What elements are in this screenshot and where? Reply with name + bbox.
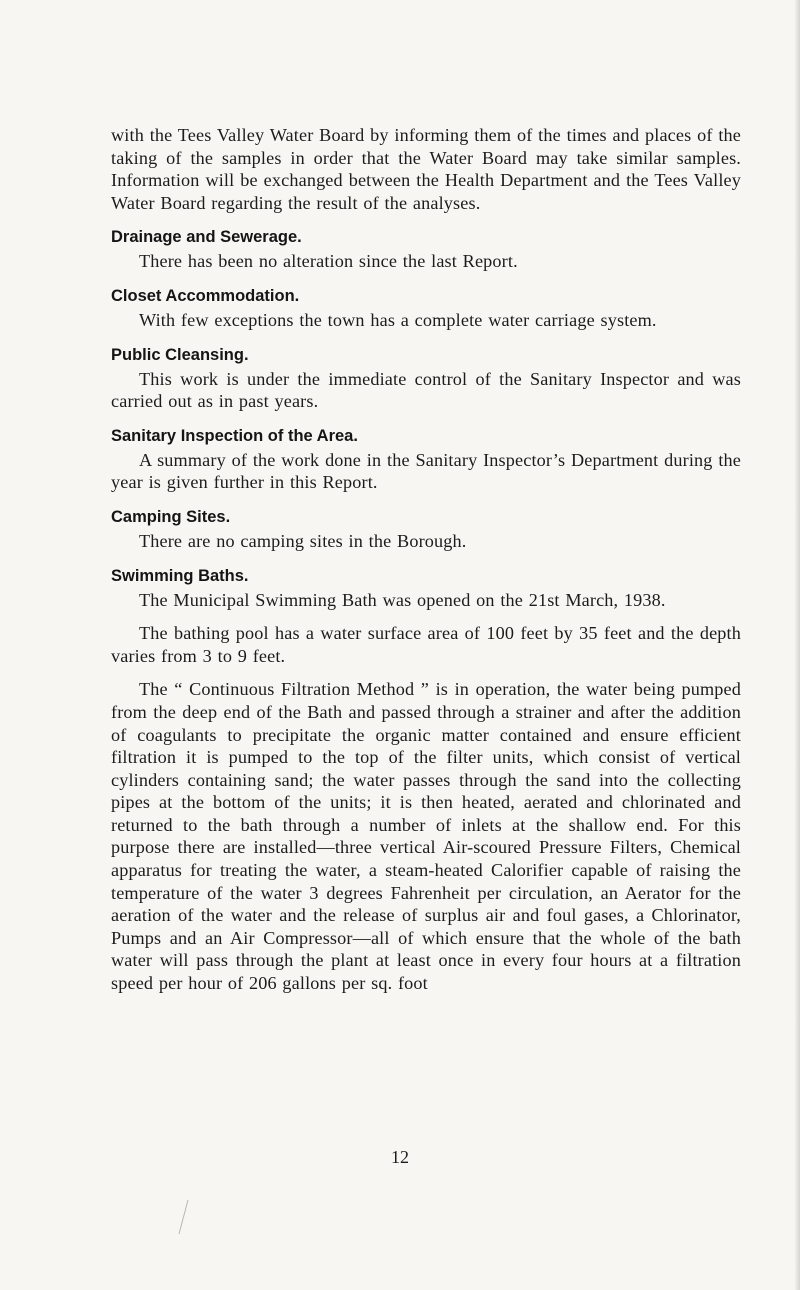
heading-closet: Closet Accommodation.: [111, 286, 300, 305]
heading-camping-sites: Camping Sites.: [111, 507, 231, 526]
heading-sanitary-inspection: Sanitary Inspection of the Area.: [111, 426, 358, 445]
page-number: 12: [391, 1147, 409, 1167]
paragraph-camping-sites: There are no camping sites in the Borough.: [139, 530, 467, 551]
paragraph-swimming-dimensions: The bathing pool has a water surface area of 100 feet by 35 feet and the depth varies from 3 to 9 feet.: [111, 623, 741, 666]
pencil-mark-icon: [176, 1198, 190, 1238]
paragraph-sanitary-inspection: A summary of the work done in the Sanitary Inspector’s Department during the year is given further in this Report.: [111, 449, 741, 493]
paragraph-swimming-filtration: The “ Continuous Filtration Method ” is in operation, the water being pumped from the deep end of the Bath and passed through a strainer and after the addition of coagulants to precipitate the organic matter contained and ensure efficient filtration it is pumped to the top of the filter units, which consist of vertical cylinders containing sand; the water passes through the sand into the collecting pipes at the bottom of the units; it is then heated, aerated and chlorinated and returned to the bath through a number of inlets at the shallow end. For this purpose there are installed—three vertical Air-scoured Pressure Filters, Chemical apparatus for treating the water, a steam-heated Calorifier capable of raising the temperature of the water 3 degrees Fahrenheit per circulation, an Aerator for the aeration of the water and the release of surplus air and foul gases, a Chlorinator, Pumps and an Air Compressor—all of which ensure that the whole of the bath water will pass through the plant at least once in every four hours at a filtration speed per hour of 206 gallons per sq. foot: [111, 679, 741, 994]
intro-paragraph: with the Tees Valley Water Board by informing them of the times and places of the taking of the samples in order that the Water Board may take similar samples. Information will be exchanged between the Health Department and the Tees Valley Water Board regarding the result of the analyses.: [111, 125, 741, 213]
page-edge-shadow: [795, 0, 800, 1290]
heading-swimming-baths: Swimming Baths.: [111, 566, 249, 585]
heading-public-cleansing: Public Cleansing.: [111, 345, 249, 364]
paragraph-public-cleansing: This work is under the immediate control of the Sanitary Inspector and was carried out as in past years.: [111, 368, 741, 412]
document-page: [111, 124, 741, 995]
paragraph-drainage: There has been no alteration since the last Report.: [139, 251, 518, 272]
heading-drainage: Drainage and Sewerage.: [111, 228, 302, 247]
paragraph-closet: With few exceptions the town has a complete water carriage system.: [139, 309, 657, 330]
paragraph-swimming-opened: The Municipal Swimming Bath was opened on the 21st March, 1938.: [139, 589, 666, 610]
